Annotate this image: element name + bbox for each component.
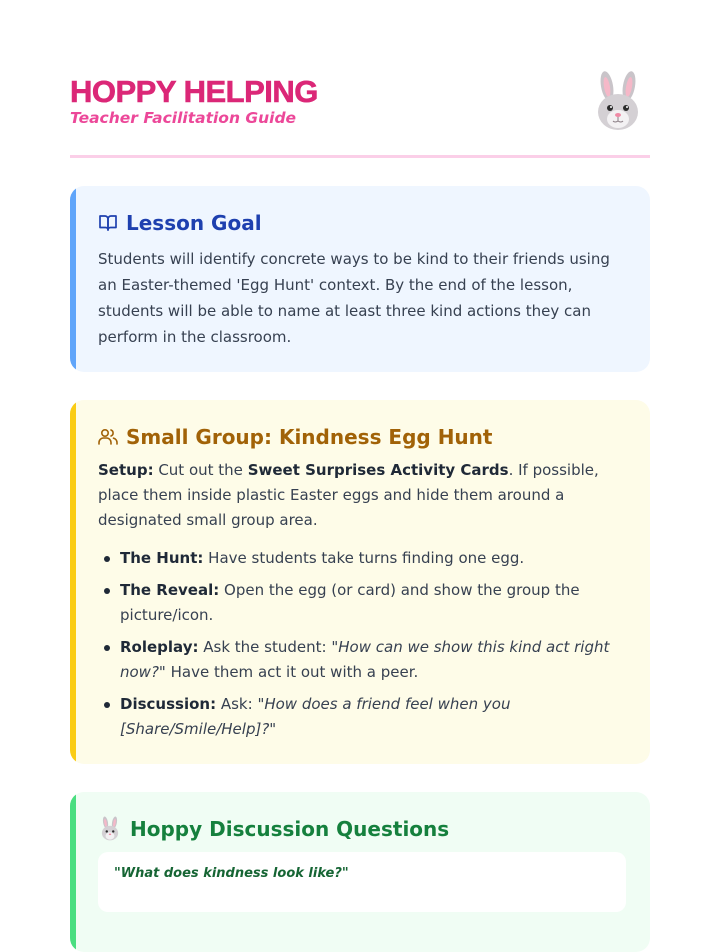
lesson-goal-heading: Lesson Goal xyxy=(126,211,262,235)
bunny-face-icon xyxy=(98,816,122,842)
activity-steps-list xyxy=(98,546,626,749)
question-box xyxy=(98,852,626,912)
discussion-question: "What does kindness look like?" xyxy=(114,866,349,881)
list-item: Discussion: Ask: "How does a friend feel when you [Share/Smile/Help]?" xyxy=(98,692,626,742)
setup-label: Setup: xyxy=(98,461,154,479)
list-item: The Hunt: Have students take turns finding one egg. xyxy=(98,546,626,571)
list-item: Roleplay: Ask the student: "How can we show this kind act right now?" Have them act it out with a peer. xyxy=(98,635,626,685)
page-header xyxy=(70,70,650,158)
activity-cards-name: Sweet Surprises Activity Cards xyxy=(247,461,509,479)
users-icon xyxy=(98,428,118,446)
page-title: HOPPY HELPING xyxy=(70,74,318,109)
bunny-face-icon xyxy=(590,70,646,134)
discussion-heading: Hoppy Discussion Questions xyxy=(130,817,450,841)
open-book-icon xyxy=(98,214,118,232)
page-subtitle: Teacher Facilitation Guide xyxy=(70,109,297,127)
lesson-goal-text: Students will identify concrete ways to be kind to their friends using an Easter-themed 'Egg Hunt' context. By the end of the lesson, students will be able to name at least three kind actions they can perform in the classroom. xyxy=(98,250,610,346)
header-divider xyxy=(70,155,650,158)
discussion-card xyxy=(70,792,650,952)
small-group-card xyxy=(70,400,650,764)
small-group-heading: Small Group: Kindness Egg Hunt xyxy=(126,425,493,449)
lesson-goal-card xyxy=(70,186,650,372)
setup-paragraph: Setup: Cut out the Sweet Surprises Activity Cards. If possible, place them inside plastic Easter eggs and hide them around a designated small group area. xyxy=(98,461,599,529)
list-item: The Reveal: Open the egg (or card) and show the group the picture/icon. xyxy=(98,578,626,628)
